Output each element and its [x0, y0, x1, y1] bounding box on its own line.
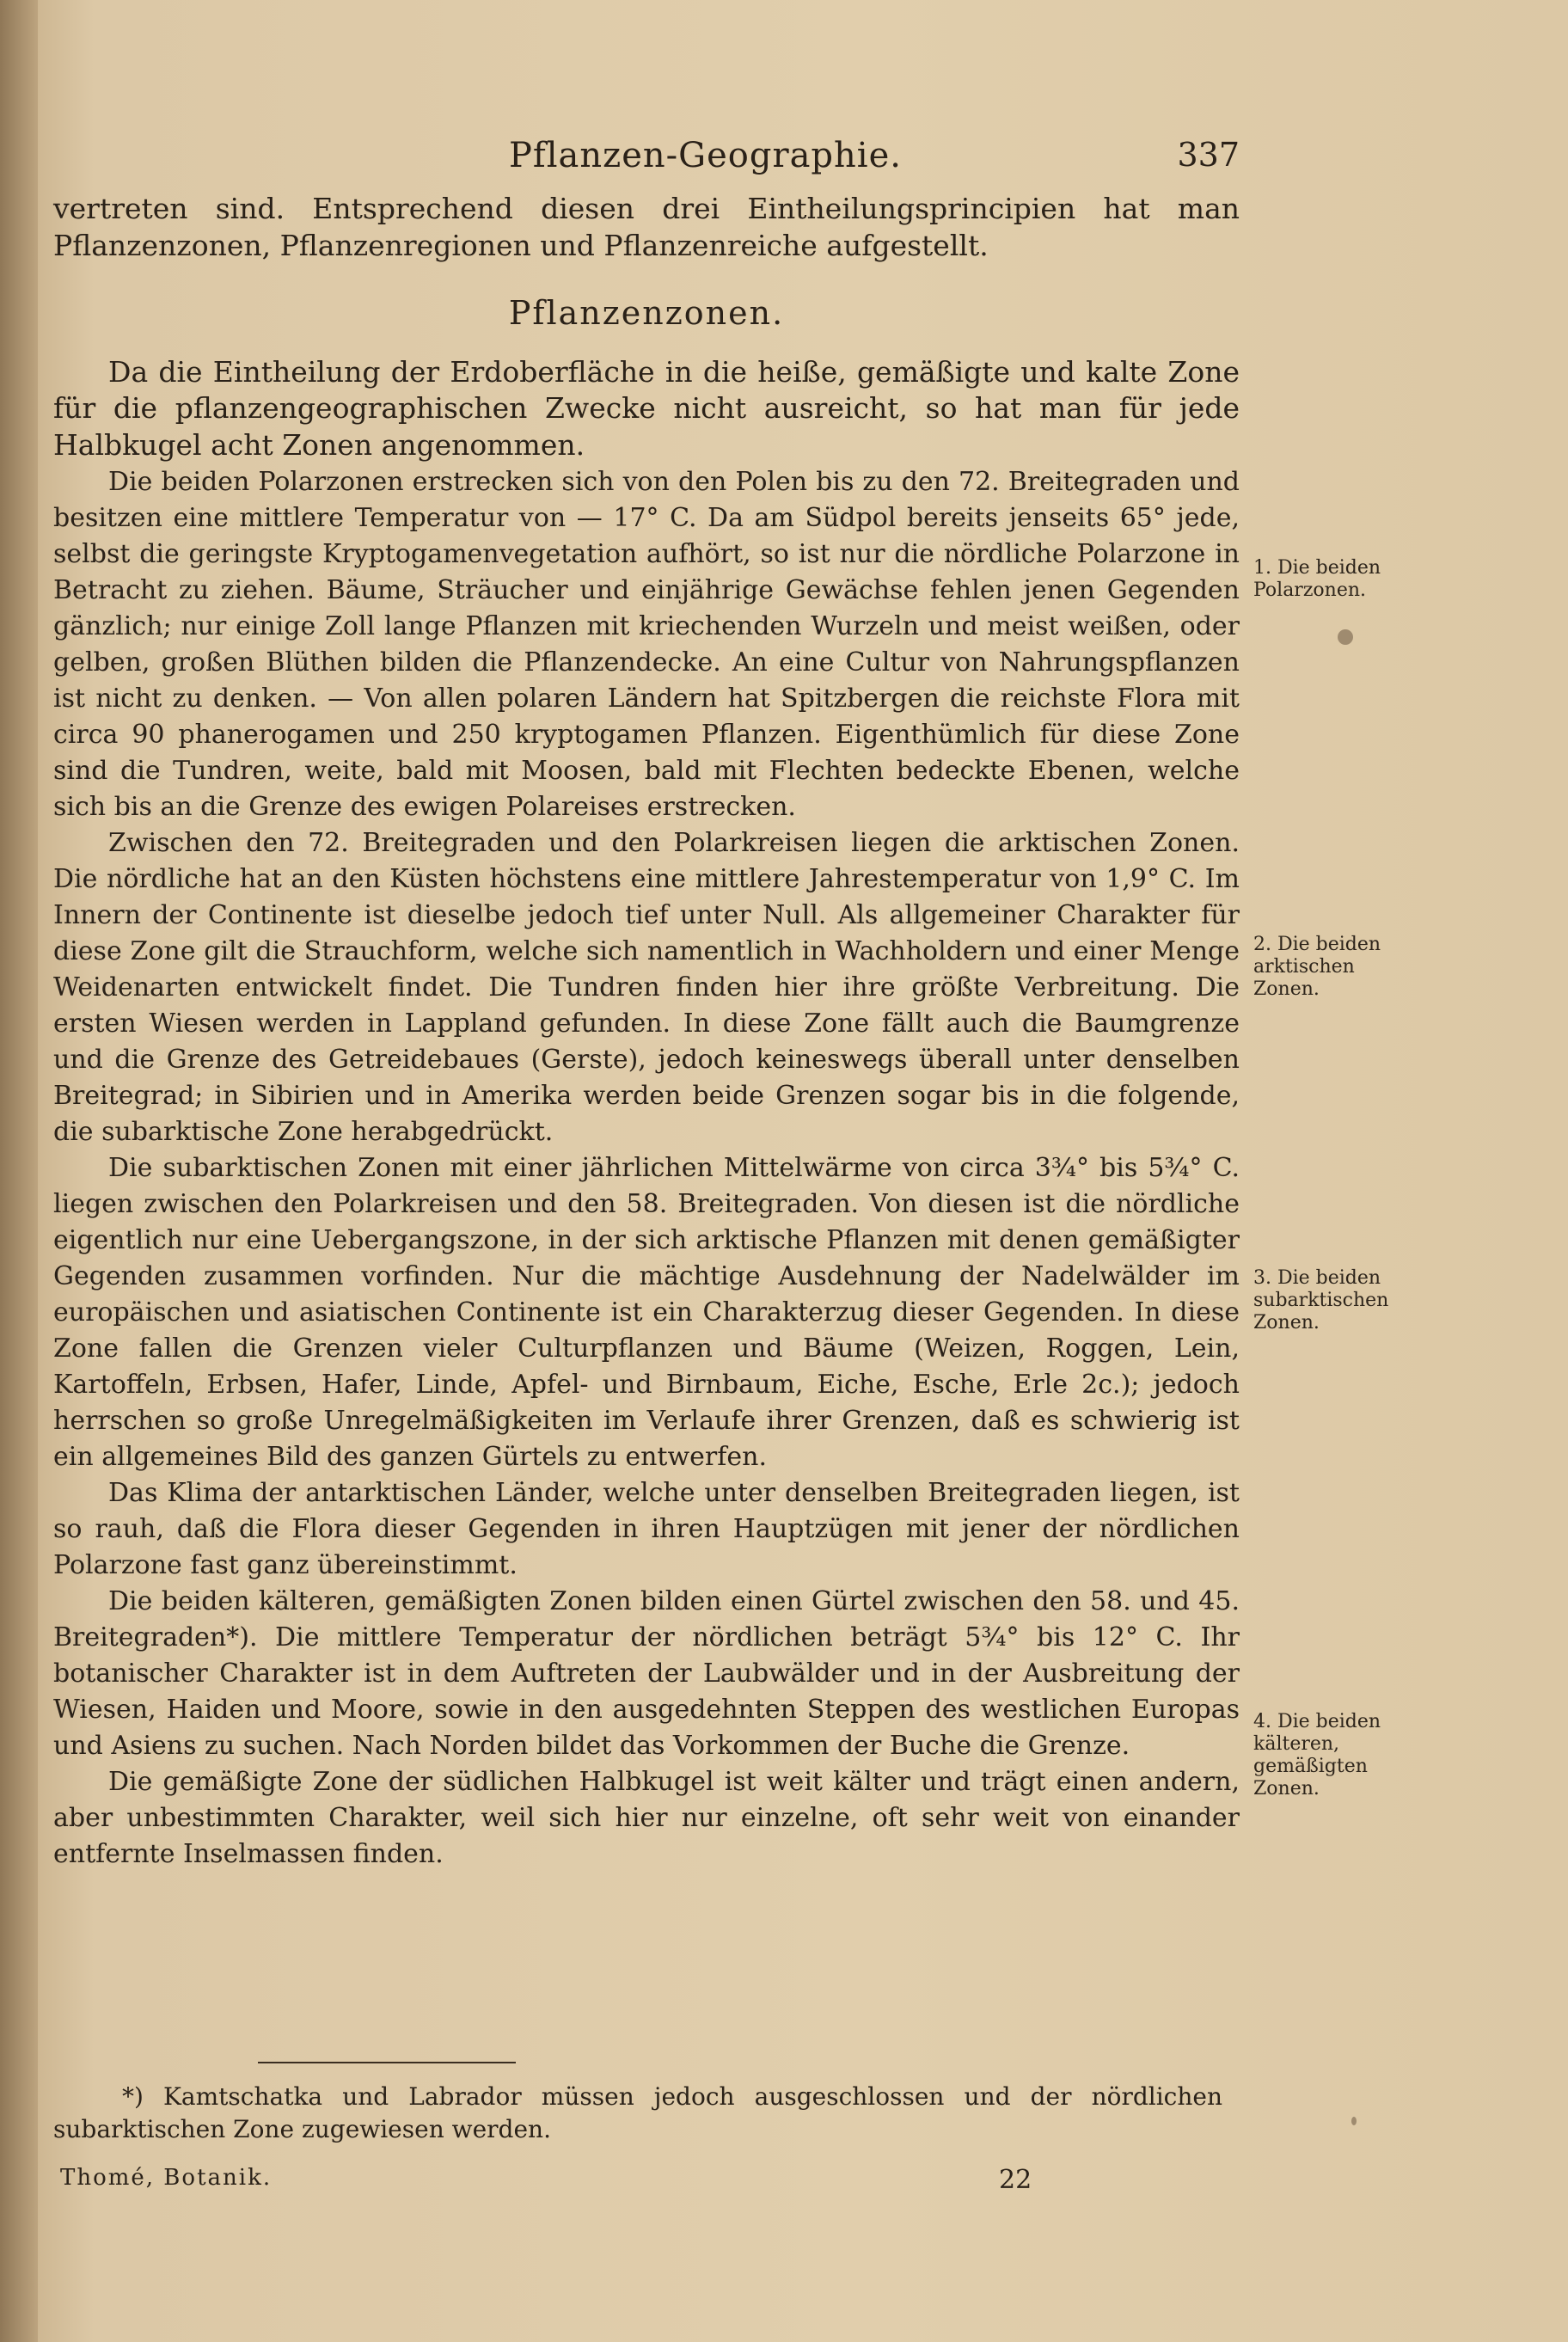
ink-spot — [1338, 629, 1353, 645]
sheet-number: 22 — [999, 2165, 1032, 2195]
paragraph-subarctic-zones: Die subarktischen Zonen mit einer jährlichen Mittelwärme von circa 3¾° bis 5¾° C. liegen zwischen den Polarkreisen und den 58. Breitegraden. Von diesen ist die nördliche eigentlich nur eine Uebergangszone, in der sich arktische Pflanzen mit denen gemäßigter Gegenden zusammen vorfinden. Nur die mächtige Ausdehnung der Nadelwälder im europäischen und asiatischen Continente ist ein Charakterzug dieser Gegenden. In diese Zone fallen die Grenzen vieler Culturpflanzen und Bäume (Weizen, Roggen, Lein, Kartoffeln, Erbsen, Hafer, Linde, Apfel- und Birnbaum, Eiche, Esche, Erle 2c.); jedoch herrschen so große Unregelmäßigkeiten im Verlaufe ihrer Grenzen, daß es schwierig ist ein allgemeines Bild des ganzen Gürtels zu entwerfen. — [53, 1152, 1240, 1472]
signature-line: Thomé, Botanik. — [60, 2165, 273, 2191]
paragraph-zone-division: Da die Eintheilung der Erdoberfläche in die heiße, gemäßigte und kalte Zone für die pflanzengeographischen Zwecke nicht ausreicht, so hat man für jede Halbkugel acht Zonen angenommen. — [53, 354, 1240, 462]
footnote-text: *) Kamtschatka und Labrador müssen jedoch ausgeschlossen und der nördlichen subarktischen Zone zugewiesen werden. — [53, 2082, 1222, 2143]
page-gutter-shadow — [0, 0, 38, 2342]
paragraph-antarctic-lands: Das Klima der antarktischen Länder, welche unter denselben Breitegraden liegen, ist so rauh, daß die Flora dieser Gegenden in ihren Hauptzügen mit jener der nördlichen Polarzone fast ganz übereinstimmt. — [53, 1477, 1240, 1580]
paragraph-polar-zones: Die beiden Polarzonen erstrecken sich von den Polen bis zu den 72. Breitegraden und besitzen eine mittlere Temperatur von — 17° C. Da am Südpol bereits jenseits 65° jede, selbst die geringste Kryptogamenvegetation aufhört, so ist nur die nördliche Polarzone in Betracht zu ziehen. Bäume, Sträucher und einjährige Gewächse fehlen jenen Gegenden gänzlich; nur einige Zoll lange Pflanzen mit kriechenden Wurzeln und meist weißen, oder gelben, großen Blüthen bilden die Pflanzendecke. An eine Cultur von Nahrungspflanzen ist nicht zu denken. — Von allen polaren Ländern hat Spitzbergen die reichste Flora mit circa 90 phanerogamen und 250 kryptogamen Pflanzen. Eigenthümlich für diese Zone sind die Tundren, weite, bald mit Moosen, bald mit Flechten bedeckte Ebenen, welche sich bis an die Grenze des ewigen Polareises erstrecken. — [53, 466, 1240, 822]
margin-note-subarctic: 3. Die beiden subarktischen Zonen. — [1253, 1267, 1389, 1333]
paragraph-intro-continuation: vertreten sind. Entsprechend diesen drei Eintheilungsprincipien hat man Pflanzenzonen, Pflanzenregionen und Pflanzenreiche aufgestellt. — [53, 192, 1240, 262]
body-text — [53, 191, 1240, 1873]
section-heading: Pflanzenzonen. — [508, 294, 785, 333]
footnote — [53, 2081, 1222, 2146]
paragraph-cooler-temperate-zones: Die beiden kälteren, gemäßigten Zonen bilden einen Gürtel zwischen den 58. und 45. Breitegraden*). Die mittlere Temperatur der nördlichen beträgt 5¾° bis 12° C. Ihr botanischer Charakter ist in dem Auftreten der Laubwälder und in der Ausbreitung der Wiesen, Haiden und Moore, sowie in den ausgedehnten Steppen des westlichen Europas und Asiens zu suchen. Nach Norden bildet das Vorkommen der Buche die Grenze. — [53, 1585, 1240, 1761]
page-number: 337 — [1177, 136, 1240, 174]
page-header — [53, 136, 1240, 179]
margin-note-cooler-temperate: 4. Die beiden kälteren, gemäßigten Zonen. — [1253, 1711, 1381, 1799]
margin-note-polar: 1. Die beiden Polarzonen. — [1253, 557, 1381, 601]
margin-note-arctic: 2. Die beiden arktischen Zonen. — [1253, 934, 1381, 1000]
paragraph-southern-temperate-zone: Die gemäßigte Zone der südlichen Halbkugel ist weit kälter und trägt einen andern, aber unbestimmten Charakter, weil sich hier nur einzelne, oft sehr weit von einander entfernte Inselmassen finden. — [53, 1766, 1240, 1869]
running-title: Pflanzen-Geographie. — [509, 136, 902, 175]
paragraph-arctic-zones: Zwischen den 72. Breitegraden und den Polarkreisen liegen die arktischen Zonen. Die nördliche hat an den Küsten höchstens eine mittlere Jahrestemperatur von 1,9° C. Im Innern der Continente ist dieselbe jedoch tief unter Null. Als allgemeiner Charakter für diese Zone gilt die Strauchform, welche sich namentlich in Wachholdern und einer Menge Weidenarten entwickelt findet. Die Tundren finden hier ihre größte Verbreitung. Die ersten Wiesen werden in Lappland gefunden. In diese Zone fällt auch die Baumgrenze und die Grenze des Getreidebaues (Gerste), jedoch keineswegs überall unter denselben Breitegrad; in Sibirien und in Amerika werden beide Grenzen sogar bis in die folgende, die subarktische Zone herabgedrückt. — [53, 827, 1240, 1147]
footnote-rule — [258, 2062, 516, 2063]
ink-spot — [1351, 2117, 1357, 2125]
